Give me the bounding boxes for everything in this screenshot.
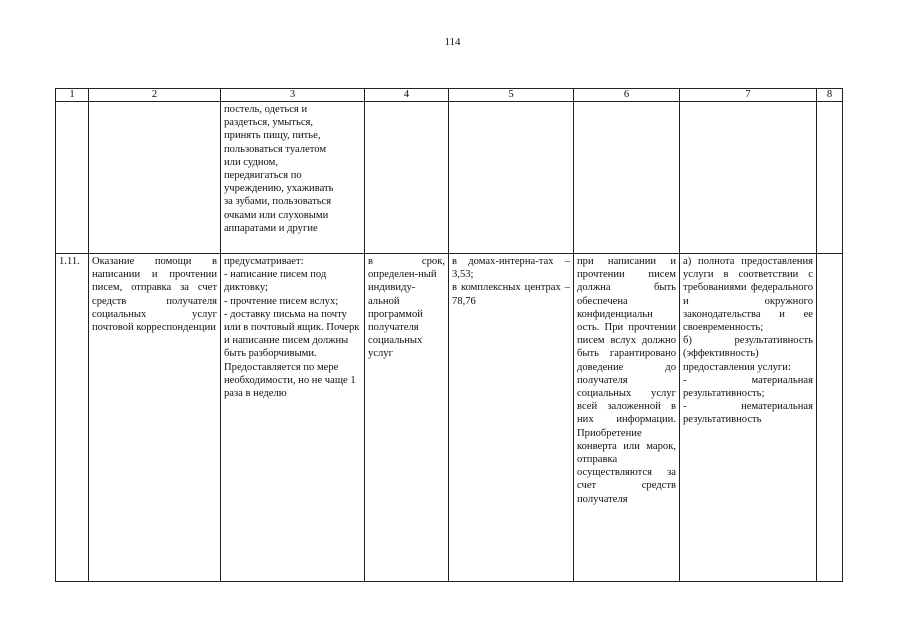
service-name-cell: Оказание помощи в написании и прочтении писем, отправка за счет средств получателя социальных услуг почтовой корреспонденции xyxy=(89,254,221,582)
header-cell: 3 xyxy=(221,89,365,102)
services-table xyxy=(55,88,843,582)
service-term-cell: в срок, определен-ный индивиду-альной программой получателя социальных услуг xyxy=(365,254,449,582)
header-cell: 7 xyxy=(680,89,817,102)
service-description-cell: предусматривает: - написание писем под диктовку; - прочтение писем вслух; - доставку письма на почту или в почтовый ящик. Почерк и написание писем должны быть разборчивыми. Предоставляется по мере необходимости, но не чаще 1 раза в неделю xyxy=(221,254,365,582)
service-tariff-cell: в домах-интерна-тах – 3,53; в комплексных центрах – 78,76 xyxy=(449,254,574,582)
page-number: 114 xyxy=(444,36,461,48)
cell-empty xyxy=(56,102,89,254)
text-line: аппаратами и другие xyxy=(224,222,318,234)
service-conditions-cell: при написании и прочтении писем должна быть обеспечена конфиденциальн ость. При прочтении писем вслух должно быть гарантировано доведение до получателя социальных услуг всей заложенной в них информации. Приобретение конверта или марок, отправка осуществляются за счет средств получателя xyxy=(574,254,680,582)
header-cell: 1 xyxy=(56,89,89,102)
continuation-row xyxy=(56,102,843,254)
text-line: передвигаться по xyxy=(224,170,302,182)
service-indicators-cell: а) полнота предоставления услуги в соответствии с требованиями федерального и окружного законодательства и ее своевременность; б) результативность (эффективность) предоставления услуги: - материальная результативность; - нематериальная результативность xyxy=(680,254,817,582)
cell-empty xyxy=(574,102,680,254)
header-cell: 6 xyxy=(574,89,680,102)
service-row-1-11 xyxy=(56,254,843,582)
text-line: за зубами, пользоваться xyxy=(224,196,332,208)
text-line: или судном, xyxy=(224,156,278,168)
text-line: постель, одеться и xyxy=(224,104,308,115)
header-row xyxy=(56,89,843,102)
header-cell: 5 xyxy=(449,89,574,102)
cell-empty xyxy=(365,102,449,254)
cell-empty xyxy=(449,102,574,254)
text-line: пользоваться туалетом xyxy=(224,143,327,155)
text-line: учреждению, ухаживать xyxy=(224,183,334,195)
text-line: раздеться, умыться, xyxy=(224,117,314,129)
continuation-description-cell xyxy=(221,102,365,254)
header-cell: 2 xyxy=(89,89,221,102)
text-line: принять пищу, питье, xyxy=(224,130,321,142)
cell-empty xyxy=(680,102,817,254)
header-cell: 4 xyxy=(365,89,449,102)
cell-empty xyxy=(89,102,221,254)
header-cell: 8 xyxy=(817,89,843,102)
cell-empty xyxy=(817,102,843,254)
text-line: очками или слуховыми xyxy=(224,209,329,221)
row-number-cell: 1.11. xyxy=(56,254,89,582)
col8-cell xyxy=(817,254,843,582)
